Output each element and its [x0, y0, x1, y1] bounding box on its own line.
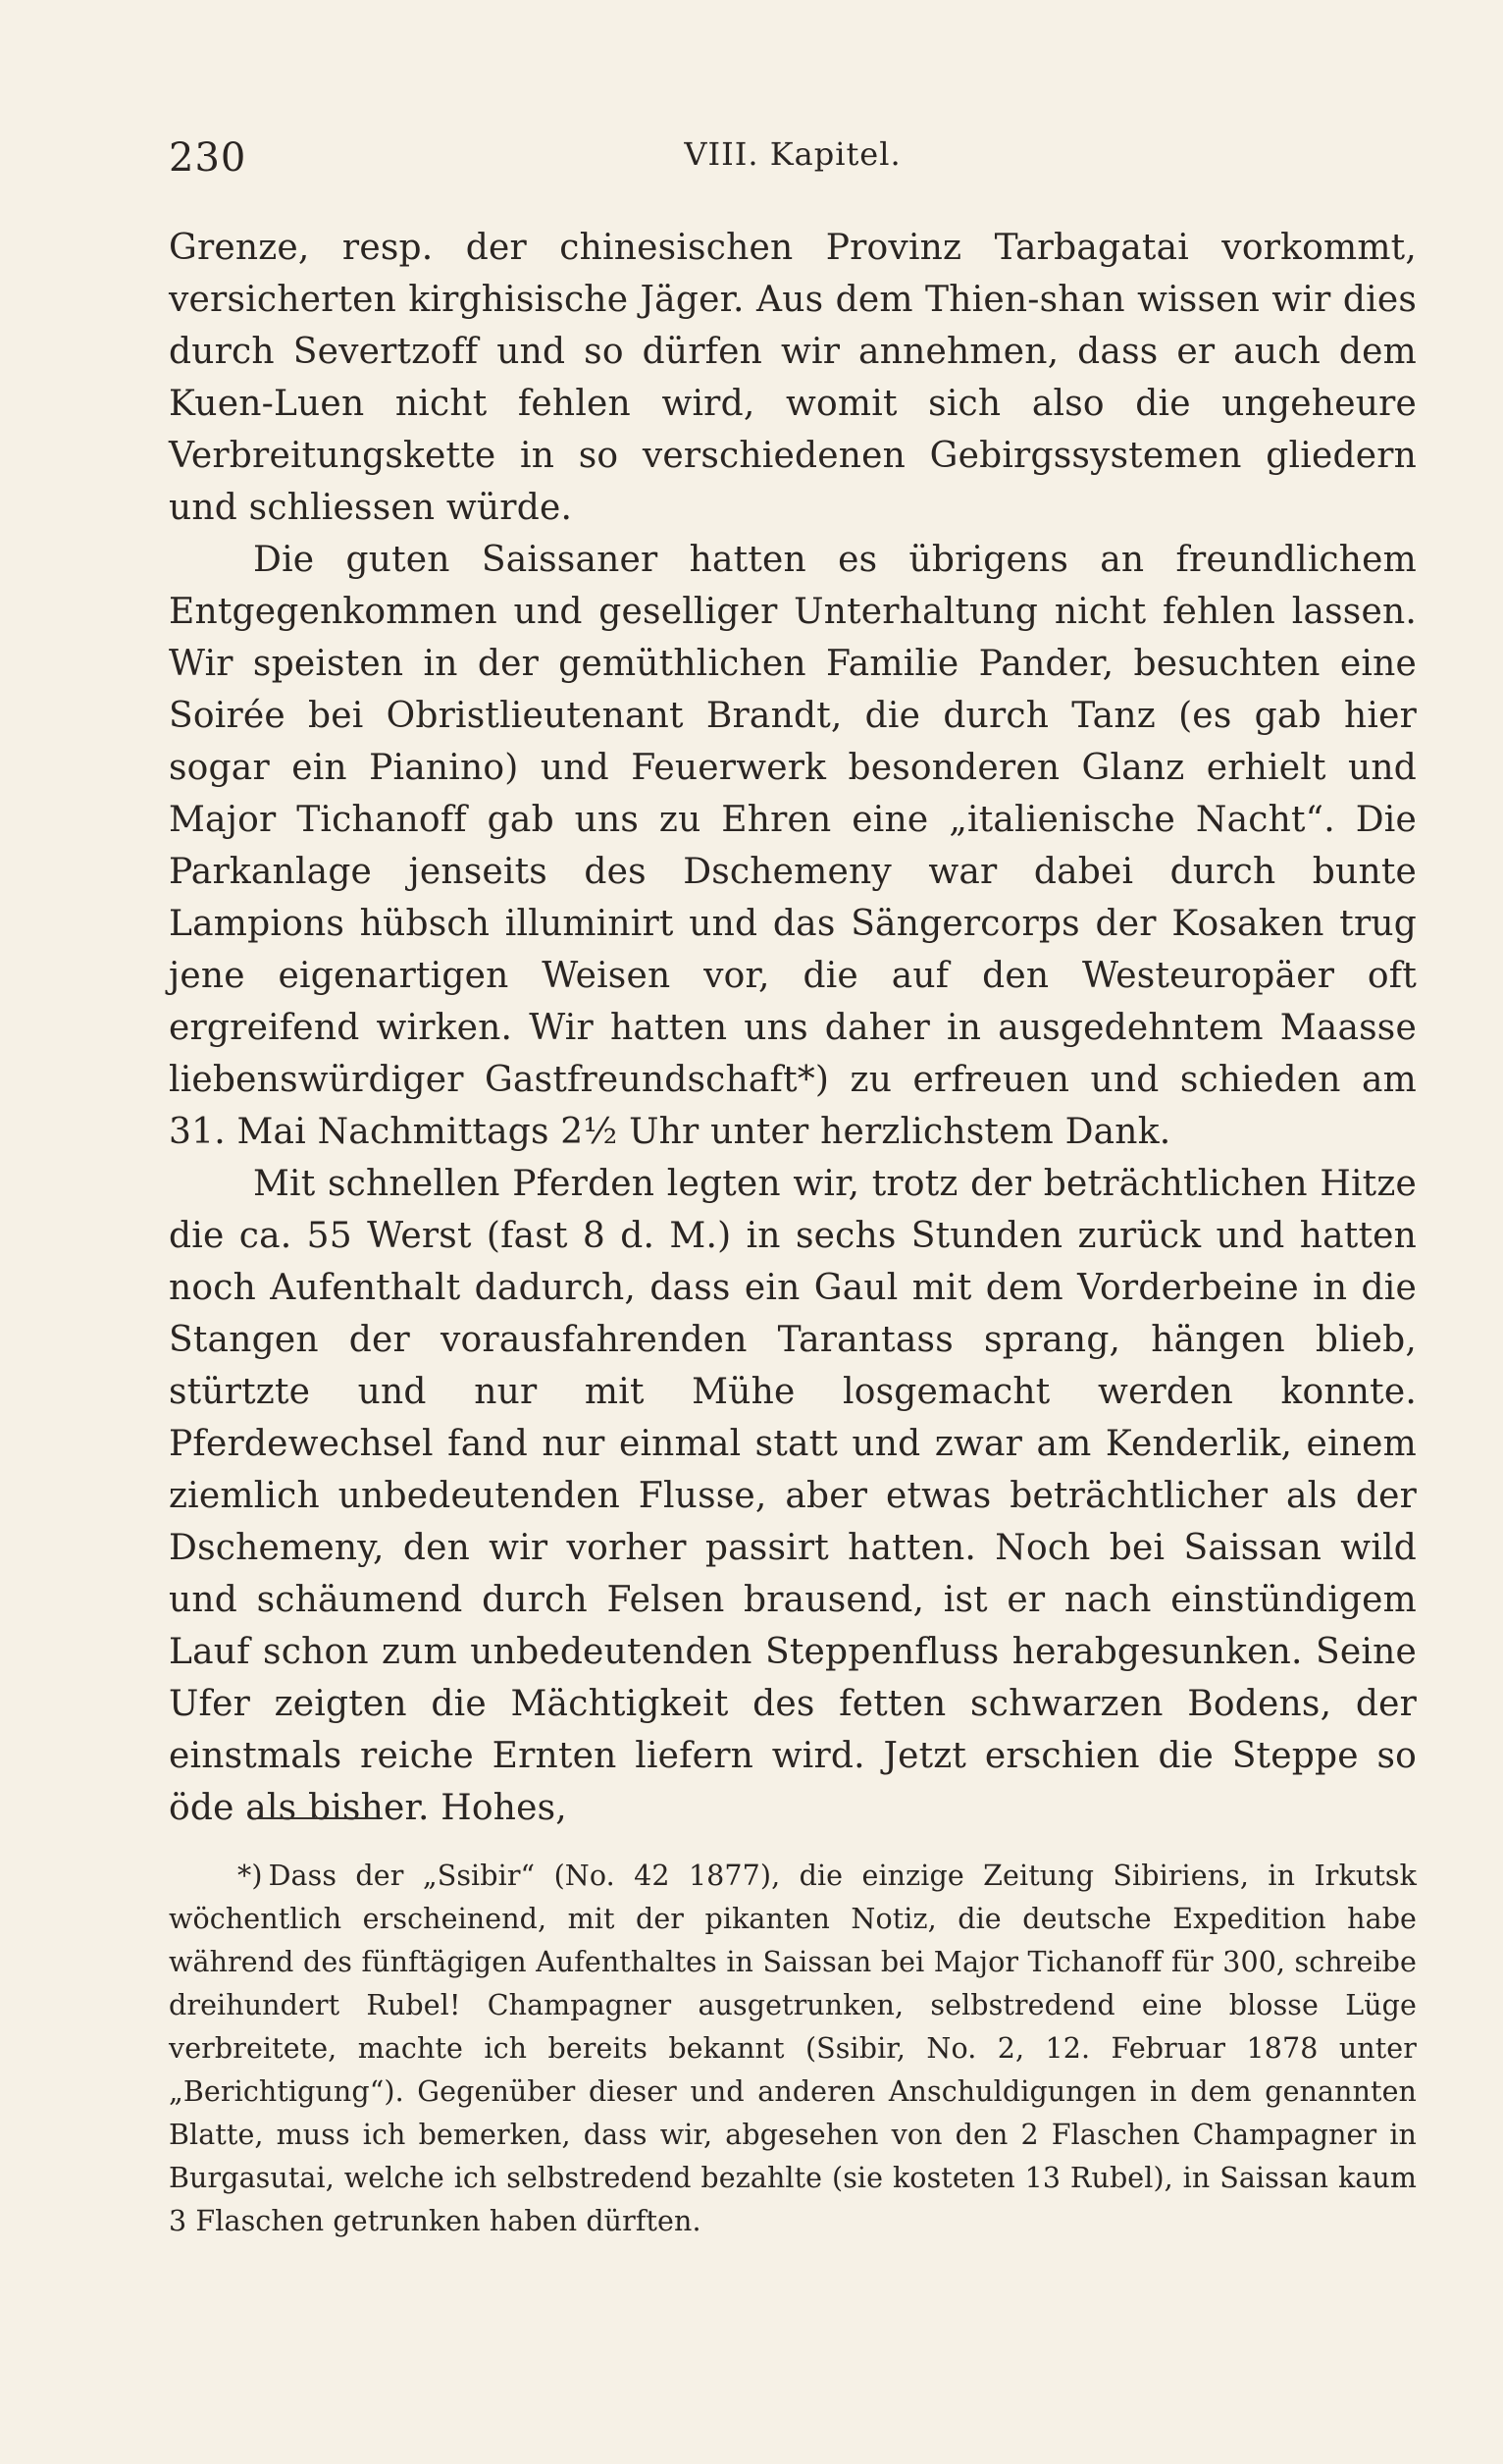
running-head: VIII. Kapitel.: [684, 135, 902, 173]
footnote-text: Dass der „Ssibir“ (No. 42 1877), die einzige Zeitung Sibiriens, in Irkutsk wöchentlich erscheinend, mit der pikanten Notiz, die deutsche Expedition habe während des fünftägigen Aufenthaltes in Saissan bei Major Tichanoff für 300, schreibe dreihundert Rubel! Champagner ausgetrunken, selbstredend eine blosse Lüge verbreitete, machte ich bereits bekannt (Ssibir, No. 2, 12. Februar 1878 unter „Berichtigung“). Gegenüber dieser und anderen Anschuldigungen in dem genannten Blatte, muss ich bemerken, dass wir, abgesehen von den 2 Flaschen Champagner in Burgasutai, welche ich selbstredend bezahlte (sie kosteten 13 Rubel), in Saissan kaum 3 Flaschen getrunken haben dürften.: [169, 1860, 1417, 2237]
page-header: [169, 135, 1417, 184]
paragraph-continuation: Grenze, resp. der chinesischen Provinz Tarbagatai vorkommt, versicherten kirghisische Jäger. Aus dem Thien-shan wissen wir dies durch Severtzoff und so dürfen wir annehmen, dass er auch dem Kuen-Luen nicht fehlen wird, womit sich also die ungeheure Verbreitungskette in so verschiedenen Gebirgssystemen gliedern und schliessen würde.: [169, 228, 1417, 528]
footnote-separator: [257, 1817, 377, 1819]
footnote-marker: *): [237, 1860, 263, 1892]
paragraph: Die guten Saissaner hatten es übrigens an freundlichem Entgegenkommen und geselliger Unterhaltung nicht fehlen lassen. Wir speisten in der gemüthlichen Familie Pander, besuchten eine Soirée bei Obristlieutenant Brandt, die durch Tanz (es gab hier sogar ein Pianino) und Feuerwerk besonderen Glanz erhielt und Major Tichanoff gab uns zu Ehren eine „italienische Nacht“. Die Parkanlage jenseits des Dschemeny war dabei durch bunte Lampions hübsch illuminirt und das Sängercorps der Kosaken trug jene eigenartigen Weisen vor, die auf den Westeuropäer oft ergreifend wirken. Wir hatten uns daher in ausgedehntem Maasse liebenswürdiger Gastfreundschaft*) zu erfreuen und schieden am 31. Mai Nachmittags 2½ Uhr unter herzlichstem Dank.: [169, 540, 1417, 1152]
page-number: 230: [169, 135, 247, 181]
footnote: [169, 1855, 1417, 2243]
paragraph: Mit schnellen Pferden legten wir, trotz der beträchtlichen Hitze die ca. 55 Werst (fast 8 d. M.) in sechs Stunden zurück und hatten noch Aufenthalt dadurch, dass ein Gaul mit dem Vorderbeine in die Stangen der vorausfahrenden Tarantass sprang, hängen blieb, stürtzte und nur mit Mühe losgemacht werden konnte. Pferdewechsel fand nur einmal statt und zwar am Kenderlik, einem ziemlich unbedeutenden Flusse, aber etwas beträchtlicher als der Dschemeny, den wir vorher passirt hatten. Noch bei Saissan wild und schäumend durch Felsen brausend, ist er nach einstündigem Lauf schon zum unbedeutenden Steppenfluss herabgesunken. Seine Ufer zeigten die Mächtigkeit des fetten schwarzen Bodens, der einstmals reiche Ernten liefern wird. Jetzt erschien die Steppe so öde als bisher. Hohes,: [169, 1164, 1417, 1828]
main-text: [169, 222, 1417, 1834]
